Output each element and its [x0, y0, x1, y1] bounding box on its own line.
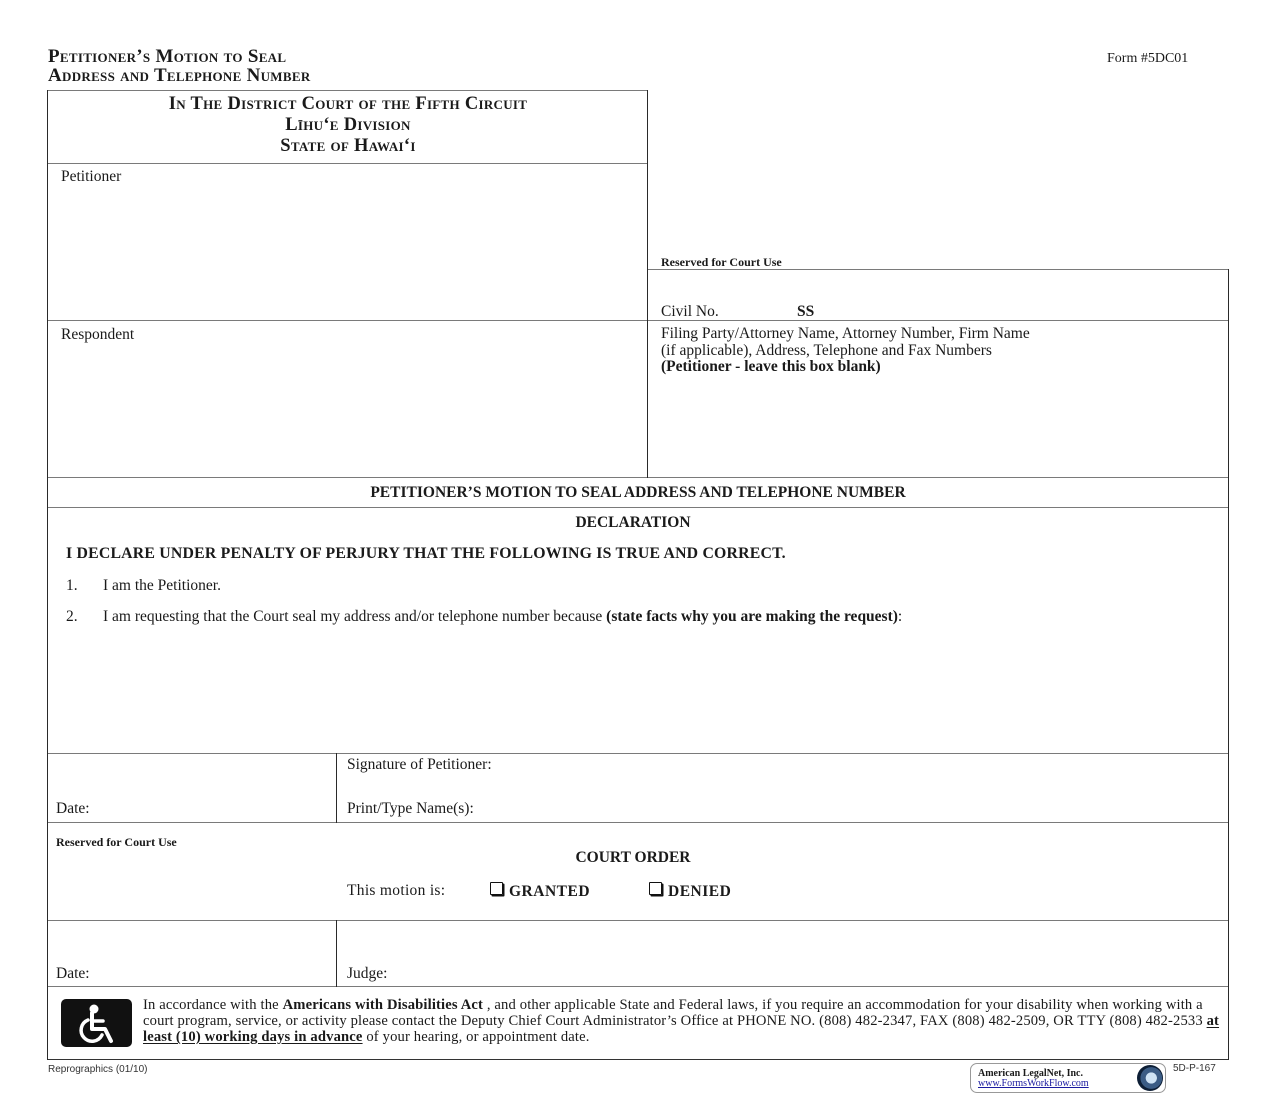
- divider: [47, 90, 648, 91]
- border-left: [47, 90, 48, 1060]
- civil-no-prefix: SS: [797, 303, 815, 320]
- item-text: I am requesting that the Court seal my address and/or telephone number because: [103, 608, 607, 625]
- filing-party-instructions: [661, 326, 1030, 376]
- column-divider: [336, 920, 337, 987]
- vendor-badge[interactable]: [970, 1063, 1166, 1093]
- reprographics-note: Reprographics (01/10): [48, 1064, 148, 1075]
- civil-no-label: Civil No.: [661, 303, 719, 320]
- motion-is-label: This motion is:: [347, 882, 446, 899]
- ada-text-prefix: In accordance with the: [143, 997, 283, 1013]
- divider: [47, 1059, 1229, 1060]
- form-title-line1: Petitioner’s Motion to Seal: [48, 46, 287, 67]
- ada-notice: [143, 997, 1223, 1045]
- wheelchair-accessibility-icon: [61, 999, 132, 1047]
- ada-deadline: at least (10) working days in advance: [143, 1013, 1220, 1045]
- respondent-field[interactable]: [49, 344, 645, 475]
- column-divider: [647, 90, 648, 478]
- signature-label: Signature of Petitioner:: [347, 756, 492, 773]
- court-name: In The District Court of the Fifth Circuit: [168, 94, 528, 114]
- filing-party-line1: Filing Party/Attorney Name, Attorney Number, Firm Name: [661, 325, 1030, 342]
- granted-label: GRANTED: [509, 883, 591, 900]
- item-number: 1.: [66, 577, 78, 594]
- vendor-globe-logo-icon: [1137, 1065, 1163, 1091]
- judge-signature-field[interactable]: [400, 956, 1220, 984]
- filing-party-line2: (if applicable), Address, Telephone and Fax Numbers: [661, 341, 992, 359]
- border-right: [1228, 269, 1229, 1060]
- divider: [47, 477, 1229, 478]
- divider: [47, 320, 1229, 321]
- filing-party-note: (Petitioner - leave this box blank): [661, 358, 881, 375]
- motion-heading: PETITIONER’S MOTION TO SEAL ADDRESS AND TELEPHONE NUMBER: [370, 484, 906, 501]
- civil-no-field[interactable]: [830, 290, 1220, 318]
- declaration-heading: DECLARATION: [575, 514, 691, 531]
- filing-party-field[interactable]: [650, 380, 1226, 475]
- form-code: 5D-P-167: [1173, 1063, 1216, 1074]
- order-date-label: Date:: [56, 965, 90, 982]
- divider: [47, 822, 1229, 823]
- reserved-court-use-label: Reserved for Court Use: [661, 255, 782, 269]
- print-name-label: Print/Type Name(s):: [347, 800, 474, 817]
- divider: [47, 163, 648, 164]
- ada-act-name: Americans with Disabilities Act: [282, 997, 484, 1013]
- court-caption: [48, 94, 648, 157]
- order-date-field[interactable]: [100, 956, 330, 984]
- item-instruction: (state facts why you are making the request): [606, 608, 898, 625]
- court-division: Līhu‘e Division: [285, 115, 411, 135]
- column-divider: [336, 753, 337, 823]
- form-number: Form #5DC01: [1107, 51, 1189, 66]
- request-reason-field[interactable]: [60, 632, 1220, 750]
- respondent-label: Respondent: [61, 326, 135, 343]
- court-state: State of Hawai‘i: [280, 136, 416, 156]
- court-order-heading: COURT ORDER: [575, 849, 691, 866]
- date-label: Date:: [56, 800, 90, 817]
- perjury-oath: I DECLARE UNDER PENALTY OF PERJURY THAT THE FOLLOWING IS TRUE AND CORRECT.: [66, 545, 786, 562]
- judge-label: Judge:: [347, 965, 388, 982]
- item-number: 2.: [66, 608, 78, 625]
- denied-option[interactable]: [649, 882, 731, 901]
- divider: [47, 753, 1229, 754]
- reserved-court-use-label: Reserved for Court Use: [56, 835, 177, 849]
- denied-label: DENIED: [668, 883, 732, 900]
- declaration-item-1: [66, 577, 221, 595]
- vendor-name: American LegalNet, Inc.: [978, 1068, 1083, 1079]
- granted-checkbox[interactable]: [490, 882, 503, 895]
- granted-option[interactable]: [490, 882, 590, 901]
- form-title-line2: Address and Telephone Number: [48, 65, 311, 86]
- signature-field[interactable]: [545, 756, 1225, 784]
- item-text: I am the Petitioner.: [103, 577, 221, 594]
- ada-text-body: , and other applicable State and Federal laws, if you require an accommodation for your disability when working with a court program, service, or activity please contact the Deputy Chief Court Administrator’s Office at PHONE NO. (808) 482-2347, FAX (808) 482-2509, OR TTY (808) 482-2533: [143, 997, 1207, 1029]
- form-title: [48, 47, 311, 85]
- denied-checkbox[interactable]: [649, 882, 662, 895]
- petitioner-label: Petitioner: [61, 168, 122, 185]
- divider: [47, 986, 1229, 987]
- ada-text-suffix: of your hearing, or appointment date.: [362, 1029, 590, 1045]
- divider: [47, 507, 1229, 508]
- vendor-url-link[interactable]: www.FormsWorkFlow.com: [978, 1078, 1089, 1089]
- petitioner-field[interactable]: [49, 186, 645, 318]
- divider: [47, 920, 1229, 921]
- item-tail: :: [897, 608, 903, 625]
- declaration-item-2: [66, 608, 902, 626]
- print-name-field[interactable]: [520, 792, 1220, 820]
- date-field[interactable]: [100, 790, 330, 818]
